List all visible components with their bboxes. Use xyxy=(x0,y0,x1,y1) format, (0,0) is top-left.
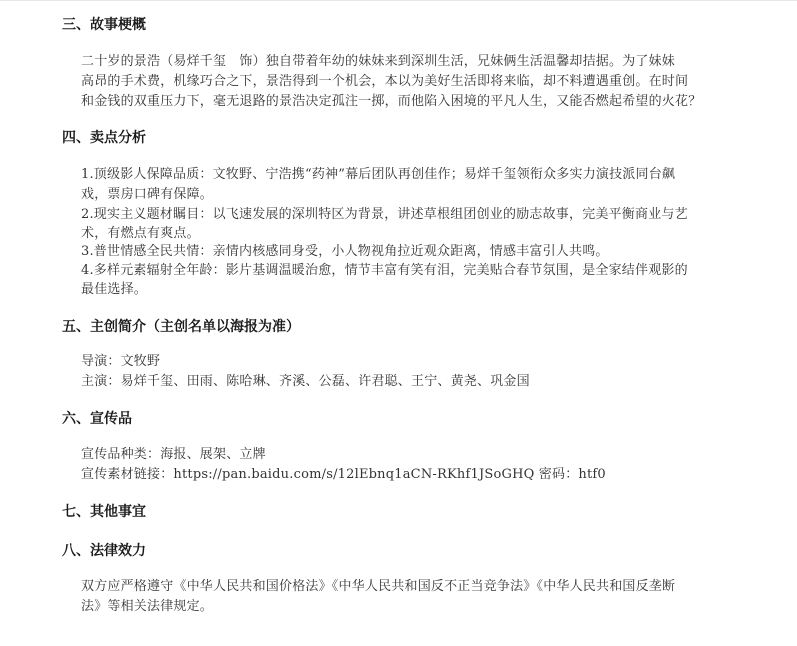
legal-line-1: 双方应严格遵守《中华人民共和国价格法》《中华人民共和国反不正当竞争法》《中华人民共和国反垄断 xyxy=(81,579,676,594)
selling-point-4-line-2: 最佳选择。 xyxy=(81,282,148,297)
legal-line-2: 法》等相关法律规定。 xyxy=(81,599,214,614)
section-heading-creators: 五、主创简介（主创名单以海报为准） xyxy=(62,319,300,335)
promo-types-line: 宣传品种类：海报、展架、立牌 xyxy=(81,447,266,462)
section-heading-promo: 六、宣传品 xyxy=(62,411,132,427)
story-line-3: 和金钱的双重压力下，毫无退路的景浩决定孤注一掷，而他陷入困境的平凡人生，又能否燃起希望的火花？ xyxy=(81,94,702,109)
selling-point-1-line-1: 1.顶级影人保障品质：文牧野、宁浩携“药神”幕后团队再创佳作；易烊千玺领衔众多实力演技派同台飙 xyxy=(81,167,676,182)
cast-line: 主演：易烊千玺、田雨、陈哈琳、齐溪、公磊、许君聪、王宁、黄尧、巩金国 xyxy=(81,374,530,389)
promo-link-line[interactable]: 宣传素材链接：https://pan.baidu.com/s/12lEbnq1aCN-RKhf1JSoGHQ 密码：htf0 xyxy=(81,467,606,482)
selling-point-1-line-2: 戏，票房口碑有保障。 xyxy=(81,187,214,202)
section-heading-legal: 八、法律效力 xyxy=(62,543,146,559)
selling-point-3-line-1: 3.普世情感全民共情：亲情内核感同身受，小人物视角拉近观众距离，情感丰富引人共鸣。 xyxy=(81,244,609,259)
selling-point-2-line-2: 术，有燃点有爽点。 xyxy=(81,226,200,241)
story-line-1: 二十岁的景浩（易烊千玺 饰）独自带着年幼的妹妹来到深圳生活，兄妹俩生活温馨却拮据。为了妹妹 xyxy=(81,54,676,69)
selling-point-4-line-1: 4.多样元素辐射全年龄：影片基调温暖治愈，情节丰富有笑有泪，完美贴合春节氛围，是全家结伴观影的 xyxy=(81,263,688,278)
director-line: 导演：文牧野 xyxy=(81,354,161,369)
section-heading-story: 三、故事梗概 xyxy=(62,17,146,33)
section-heading-selling-points: 四、卖点分析 xyxy=(62,130,146,146)
selling-point-2-line-1: 2.现实主义题材瞩目：以飞速发展的深圳特区为背景，讲述草根组团创业的励志故事，完美平衡商业与艺 xyxy=(81,207,688,222)
page-top-edge xyxy=(0,0,797,1)
story-line-2: 高昂的手术费，机缘巧合之下，景浩得到一个机会，本以为美好生活即将来临，却不料遭遇重创。在时间 xyxy=(81,74,689,89)
section-heading-other: 七、其他事宜 xyxy=(62,504,146,520)
